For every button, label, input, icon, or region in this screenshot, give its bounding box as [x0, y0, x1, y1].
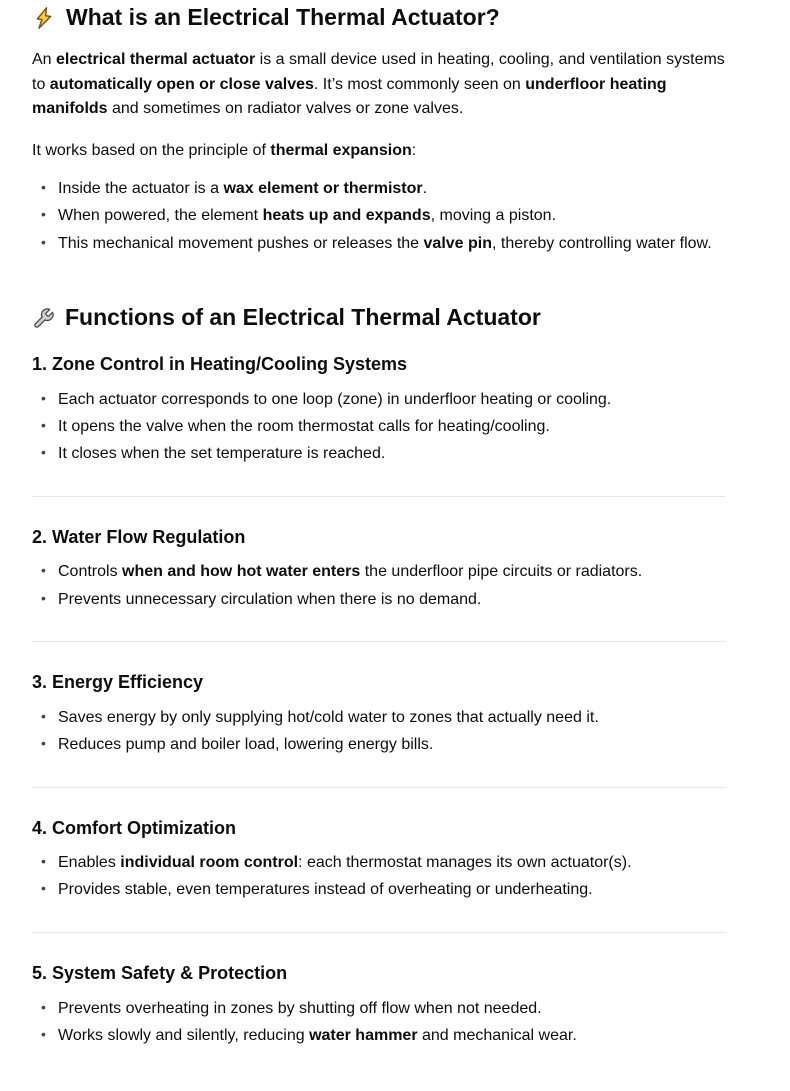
divider	[32, 496, 726, 497]
function-section-list	[32, 997, 726, 1049]
functions-heading-text: Functions of an Electrical Thermal Actuator	[65, 304, 541, 331]
what-is-heading-text: What is an Electrical Thermal Actuator?	[66, 4, 500, 30]
high-voltage-icon	[32, 6, 56, 30]
divider	[32, 787, 726, 788]
function-section-list	[32, 388, 726, 467]
what-is-heading	[32, 3, 726, 33]
list-item: • Provides stable, even temperatures instead of overheating or underheating.	[58, 878, 726, 903]
function-section-title: 3. Energy Efficiency	[32, 672, 204, 693]
function-section-title: 4. Comfort Optimization	[32, 817, 236, 838]
functions-sections	[32, 352, 726, 1048]
wrench-icon	[32, 307, 55, 330]
principle-paragraph: It works based on the principle of thermal expansion:	[32, 142, 417, 160]
principle-list	[32, 177, 726, 256]
divider	[32, 932, 726, 933]
list-item: • Inside the actuator is a wax element or thermistor.	[58, 177, 726, 202]
list-item: • It opens the valve when the room thermostat calls for heating/cooling.	[58, 415, 726, 440]
function-section-list	[32, 560, 726, 612]
function-section	[32, 670, 726, 787]
list-item: • Each actuator corresponds to one loop (zone) in underfloor heating or cooling.	[58, 388, 726, 413]
list-item: • Works slowly and silently, reducing water hammer and mechanical wear.	[58, 1024, 726, 1049]
list-item: • Controls when and how hot water enters the underfloor pipe circuits or radiators.	[58, 560, 726, 585]
function-section-title: 1. Zone Control in Heating/Cooling Systems	[32, 354, 408, 375]
function-section	[32, 816, 726, 933]
intro-paragraph: An electrical thermal actuator is a small device used in heating, cooling, and ventilation systems to automatically open or close valves. It’s most commonly seen on underfloor heating manifolds and sometimes on radiator valves or zone valves.	[32, 50, 725, 118]
list-item: • Saves energy by only supplying hot/cold water to zones that actually need it.	[58, 706, 726, 731]
function-section	[32, 352, 726, 497]
function-section	[32, 525, 726, 642]
list-item: • Reduces pump and boiler load, lowering energy bills.	[58, 733, 726, 758]
function-section	[32, 961, 726, 1048]
list-item: • When powered, the element heats up and expands, moving a piston.	[58, 204, 726, 229]
list-item: • It closes when the set temperature is reached.	[58, 442, 726, 467]
list-item: • This mechanical movement pushes or releases the valve pin, thereby controlling water flow.	[58, 232, 726, 257]
divider	[32, 641, 726, 642]
list-item: • Enables individual room control: each thermostat manages its own actuator(s).	[58, 851, 726, 876]
function-section-list	[32, 851, 726, 903]
function-section-title: 5. System Safety & Protection	[32, 963, 288, 984]
function-section-list	[32, 706, 726, 758]
function-section-title: 2. Water Flow Regulation	[32, 527, 246, 548]
list-item: • Prevents unnecessary circulation when there is no demand.	[58, 588, 726, 613]
functions-heading	[32, 303, 726, 333]
list-item: • Prevents overheating in zones by shutting off flow when not needed.	[58, 997, 726, 1022]
